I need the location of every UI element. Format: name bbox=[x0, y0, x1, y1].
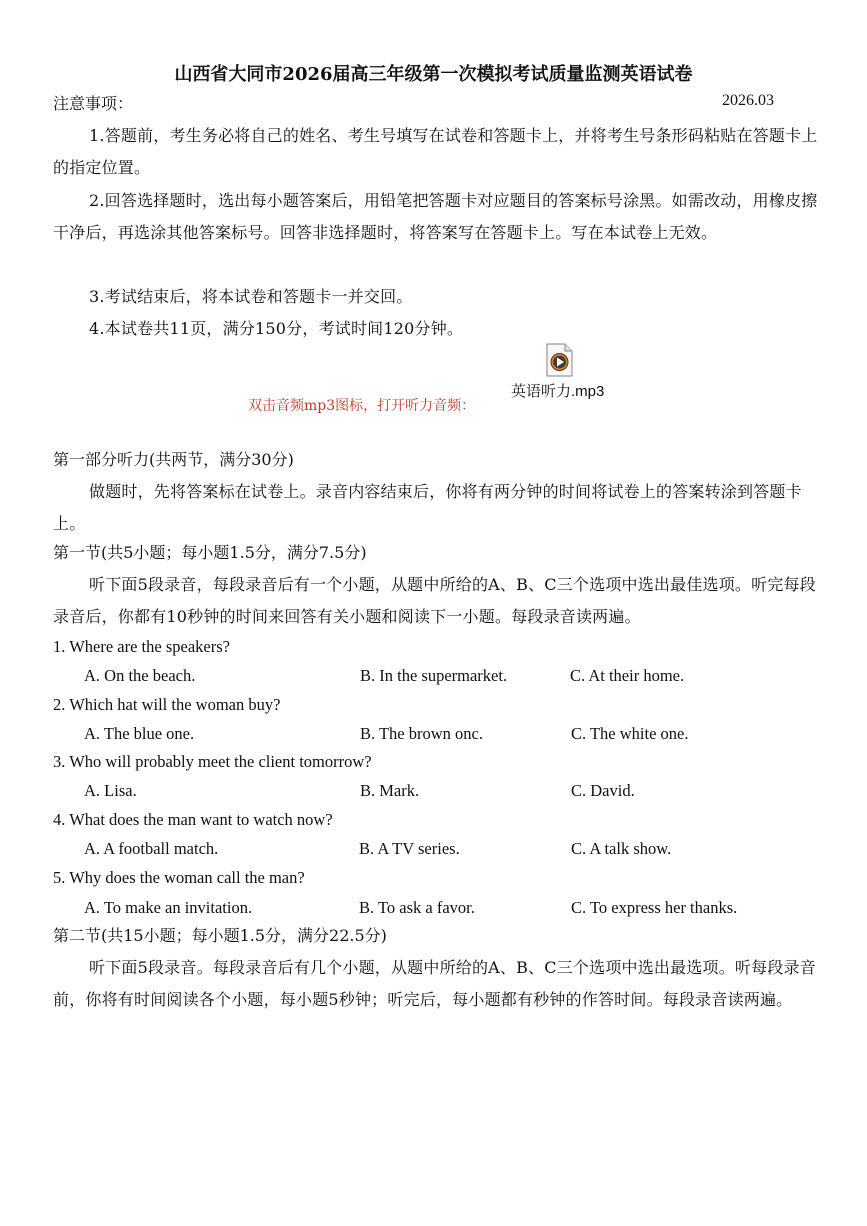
question-4-option-c: C. A talk show. bbox=[571, 839, 672, 858]
question-4: 4. What does the man want to watch now? bbox=[53, 810, 333, 829]
notice-item-3: 3.考试结束后，将本试卷和答题卡一并交回。 bbox=[89, 287, 413, 306]
question-5-option-b: B. To ask a favor. bbox=[359, 898, 475, 917]
question-5: 5. Why does the woman call the man? bbox=[53, 868, 305, 887]
question-4-option-b: B. A TV series. bbox=[359, 839, 460, 858]
section1-instruction: 听下面5段录音，每段录音后有一个小题，从题中所给的A、B、C三个选项中选出最佳选项。听完每段录音后，你都有10秒钟的时间来回答有关小题和阅读下一小题。每段录音读两遍。 bbox=[53, 575, 816, 626]
part1-heading: 第一部分听力(共两节，满分30分) bbox=[53, 450, 294, 469]
mp3-play-icon[interactable] bbox=[545, 343, 573, 377]
section2-heading: 第二节(共15小题；每小题1.5分，满分22.5分) bbox=[53, 926, 387, 945]
section1-heading: 第一节(共5小题；每小题1.5分，满分7.5分) bbox=[53, 543, 367, 562]
section2-instruction: 听下面5段录音。每段录音后有几个小题，从题中所给的A、B、C三个选项中选出最选项。听每段录音前，你将有时间阅读各个小题，每小题5秒钟；听完后，每小题都有秒钟的作答时间。每段录音读两遍。 bbox=[53, 958, 816, 1009]
question-4-option-a: A. A football match. bbox=[84, 839, 219, 858]
question-1-option-c: C. At their home. bbox=[570, 666, 685, 685]
exam-title: 山西省大同市2026届高三年级第一次模拟考试质量监测英语试卷 bbox=[174, 64, 693, 85]
question-1: 1. Where are the speakers? bbox=[53, 637, 230, 656]
question-2-option-a: A. The blue one. bbox=[84, 724, 195, 743]
question-3: 3. Who will probably meet the client tomorrow? bbox=[53, 752, 372, 771]
notice-label: 注意事项： bbox=[53, 94, 134, 113]
exam-date: 2026.03 bbox=[722, 92, 774, 109]
question-3-option-a: A. Lisa. bbox=[84, 781, 137, 800]
notice-item-4: 4.本试卷共11页，满分150分，考试时间120分钟。 bbox=[89, 319, 464, 338]
question-1-option-b: B. In the supermarket. bbox=[360, 666, 508, 685]
question-2-option-c: C. The white one. bbox=[571, 724, 689, 743]
notice-item-1: 1.答题前，考生务必将自己的姓名、考生号填写在试卷和答题卡上，并将考生号条形码粘贴在答题卡上的指定位置。 bbox=[53, 126, 818, 177]
question-2-option-b: B. The brown onc. bbox=[360, 724, 483, 743]
question-3-option-c: C. David. bbox=[571, 781, 635, 800]
notice-item-2: 2.回答选择题时，选出每小题答案后，用铅笔把答题卡对应题目的答案标号涂黑。如需改动，用橡皮擦干净后，再选涂其他答案标号。回答非选择题时，将答案写在答题卡上。写在本试卷上无效。 bbox=[53, 191, 818, 242]
question-5-option-a: A. To make an invitation. bbox=[84, 898, 253, 917]
mp3-file-name[interactable]: 英语听力.mp3 bbox=[511, 383, 605, 400]
part1-instruction: 做题时，先将答案标在试卷上。录音内容结束后，你将有两分钟的时间将试卷上的答案转涂到答题卡上。 bbox=[53, 482, 802, 533]
question-5-option-c: C. To express her thanks. bbox=[571, 898, 738, 917]
audio-hint: 双击音频mp3图标，打开听力音频： bbox=[248, 398, 476, 414]
question-1-option-a: A. On the beach. bbox=[84, 666, 196, 685]
question-2: 2. Which hat will the woman buy? bbox=[53, 695, 281, 714]
question-3-option-b: B. Mark. bbox=[360, 781, 420, 800]
